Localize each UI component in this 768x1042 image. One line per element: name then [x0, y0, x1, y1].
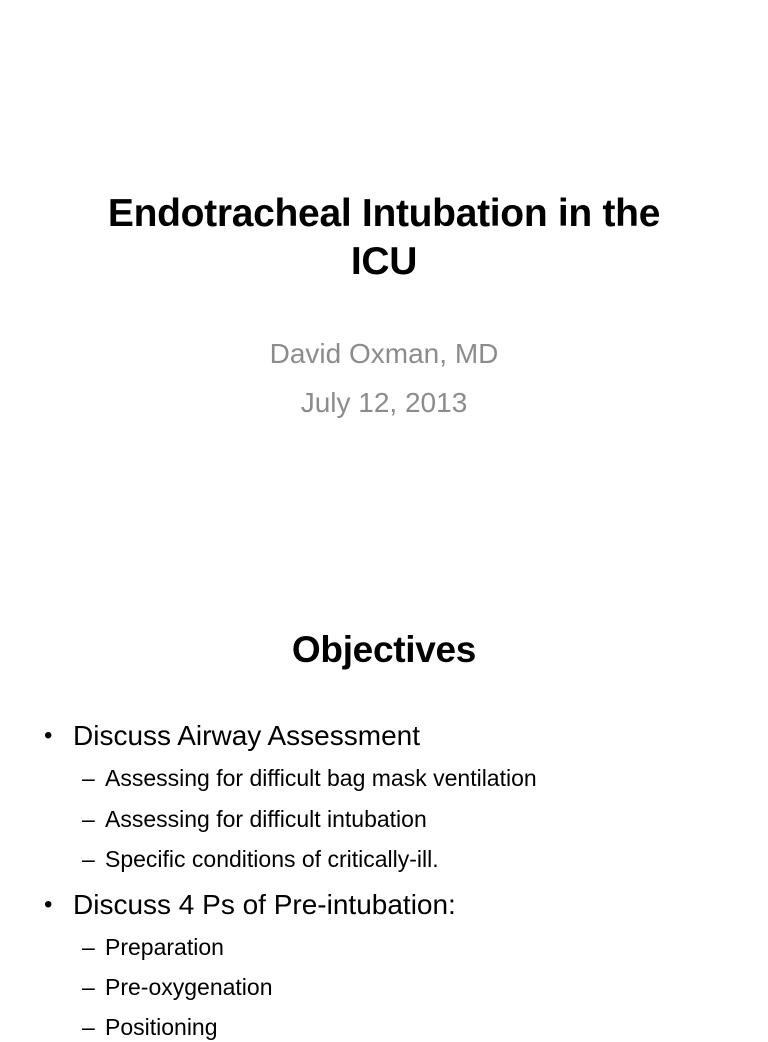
- title-line-1: Endotracheal Intubation in the: [107, 192, 661, 235]
- list-item-label: Discuss Airway Assessment: [73, 720, 420, 751]
- presentation-title: [40, 190, 728, 286]
- objectives-title: Objectives: [291, 629, 477, 670]
- bullet-icon: •: [44, 722, 53, 749]
- dash-icon: –: [82, 806, 95, 832]
- dash-icon: –: [82, 1014, 95, 1040]
- objectives-slide: [0, 576, 768, 1040]
- bullet-icon: •: [44, 891, 53, 918]
- list-item-label: Discuss 4 Ps of Pre-intubation:: [73, 889, 456, 920]
- list-subitem-label: Specific conditions of critically-ill.: [105, 846, 439, 872]
- presentation-date: July 12, 2013: [300, 387, 468, 418]
- list-subitem-label: Positioning: [105, 1014, 218, 1040]
- dash-icon: –: [82, 934, 95, 960]
- list-subitem-label: Preparation: [105, 934, 224, 960]
- dash-icon: –: [82, 765, 95, 791]
- list-subitem-label: Pre-oxygenation: [105, 974, 273, 1000]
- dash-icon: –: [82, 846, 95, 872]
- title-line-2: ICU: [350, 240, 418, 283]
- author-name: David Oxman, MD: [269, 338, 499, 369]
- list-subitem-label: Assessing for difficult intubation: [105, 806, 427, 832]
- dash-icon: –: [82, 974, 95, 1000]
- list-subitem-label: Assessing for difficult bag mask ventilation: [105, 765, 537, 791]
